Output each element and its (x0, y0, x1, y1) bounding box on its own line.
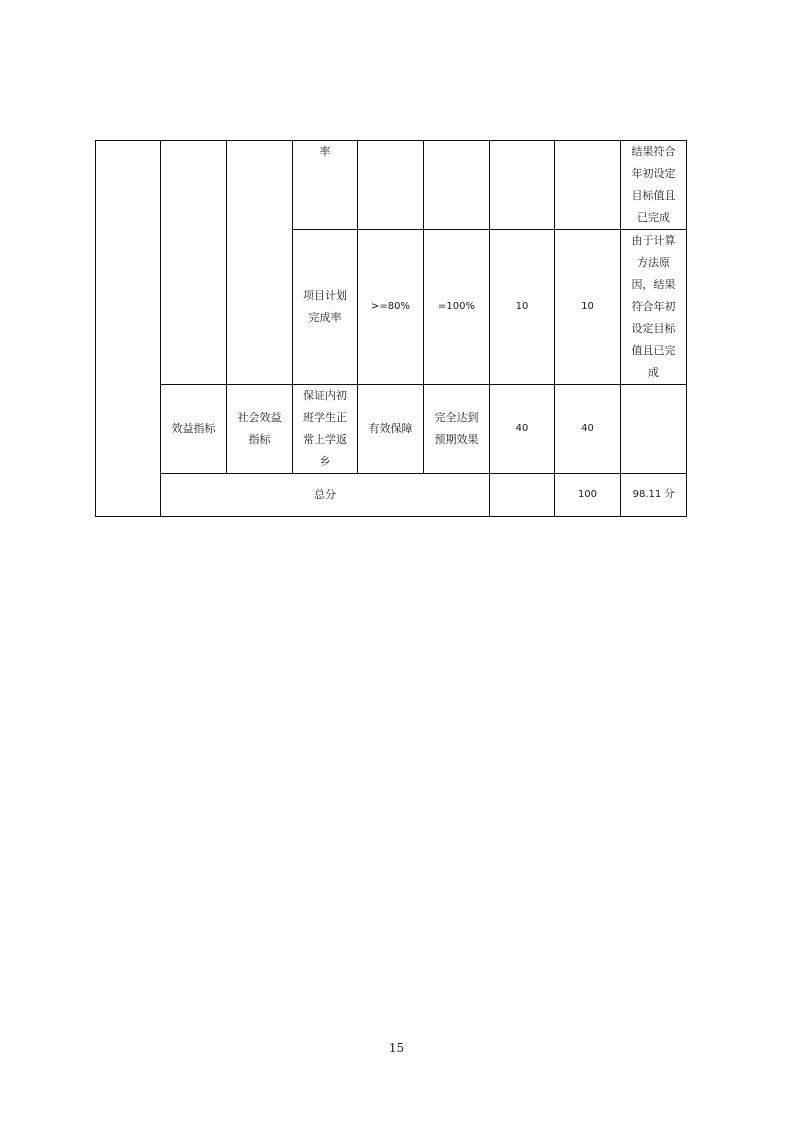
indicator-cell (293, 141, 358, 230)
indicator-text: 率 (319, 145, 331, 158)
target-cell (358, 141, 424, 230)
level1-cell (161, 141, 227, 385)
target-text: 有效保障 (368, 422, 413, 435)
level2-cell (227, 385, 293, 474)
table-row (96, 141, 687, 230)
indicator-text: 项目计划完成率 (303, 289, 347, 324)
total-label-cell (161, 474, 490, 517)
total-row (96, 474, 687, 517)
total-actual-cell (490, 474, 555, 517)
score-cell (555, 230, 621, 385)
actual-cell (424, 385, 490, 474)
total-label: 总分 (314, 488, 336, 501)
actual-text: 完全达到预期效果 (434, 411, 479, 446)
score-text: 40 (581, 423, 594, 434)
weight-cell (490, 141, 555, 230)
level1-cell (161, 385, 227, 474)
level2-cell (227, 141, 293, 385)
weight-cell (490, 385, 555, 474)
level1-text: 效益指标 (171, 422, 216, 435)
score-text: 10 (581, 301, 594, 312)
total-score-cell (621, 474, 687, 517)
level2-text: 社会效益指标 (237, 411, 282, 446)
performance-table (95, 140, 687, 517)
total-weight: 100 (577, 489, 598, 500)
actual-cell (424, 230, 490, 385)
weight-text: 40 (515, 423, 529, 434)
total-score: 98.11 分 (632, 489, 675, 500)
remark-cell (621, 230, 687, 385)
target-cell (358, 230, 424, 385)
category-cell (96, 141, 161, 517)
remark-text: 结果符合年初设定目标值且已完成 (631, 145, 676, 224)
score-cell (555, 385, 621, 474)
weight-cell (490, 230, 555, 385)
remark-text: 由于计算方法原因，结果符合年初设定目标值且已完成 (631, 234, 676, 379)
table-row (96, 385, 687, 474)
actual-cell (424, 141, 490, 230)
indicator-text: 保证内初班学生正常上学返乡 (303, 389, 347, 468)
target-cell (358, 385, 424, 474)
indicator-cell (293, 385, 358, 474)
remark-cell (621, 141, 687, 230)
total-weight-cell (555, 474, 621, 517)
target-text: >=80% (371, 301, 410, 312)
score-cell (555, 141, 621, 230)
actual-text: =100% (438, 301, 475, 312)
indicator-cell (293, 230, 358, 385)
remark-cell (621, 385, 687, 474)
page-number: 15 (388, 1041, 405, 1055)
weight-text: 10 (515, 301, 529, 312)
